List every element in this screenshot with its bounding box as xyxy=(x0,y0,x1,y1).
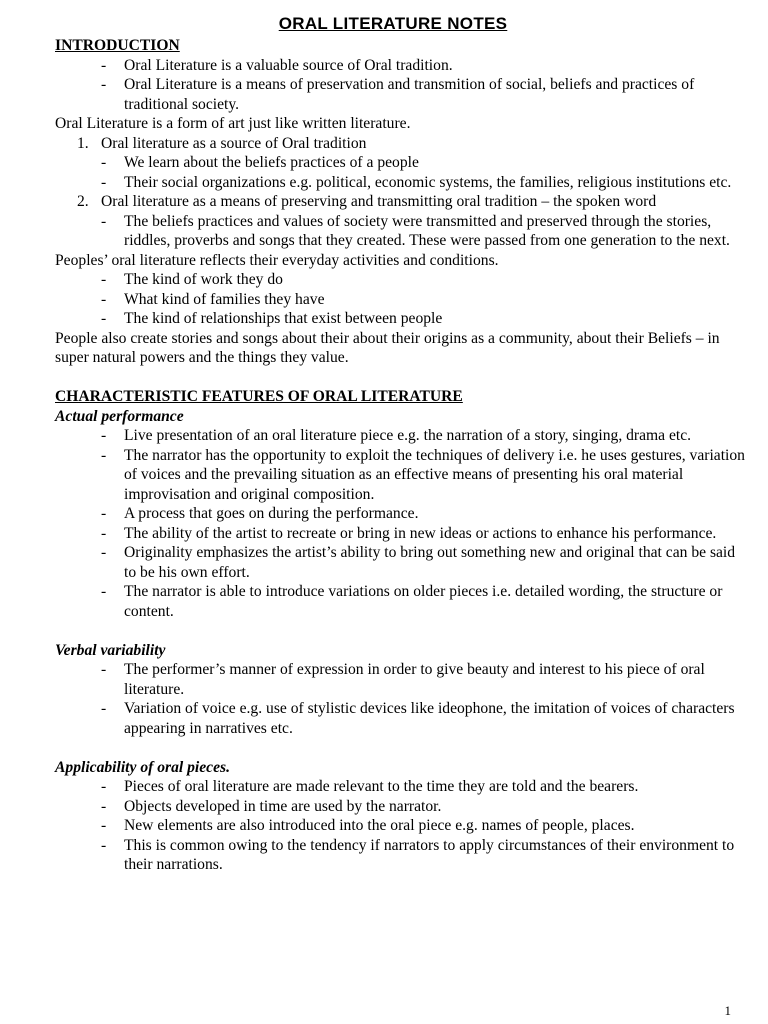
dash-marker: - xyxy=(101,797,107,815)
bullet-item xyxy=(55,426,745,446)
section-heading-features: CHARACTERISTIC FEATURES OF ORAL LITERATURE xyxy=(55,388,463,405)
section-heading-introduction: INTRODUCTION xyxy=(55,37,180,54)
subheading-verbal-variability: Verbal variability xyxy=(55,641,166,659)
bullet-text: Variation of voice e.g. use of stylistic devices like ideophone, the imitation of voices of characters appearing in narratives etc. xyxy=(124,700,735,737)
dash-marker: - xyxy=(101,154,107,171)
dash-marker: - xyxy=(101,505,107,522)
bullet-item xyxy=(55,836,745,875)
bullet-item xyxy=(55,56,745,76)
subheading-applicability: Applicability of oral pieces. xyxy=(55,758,230,776)
bullet-item xyxy=(55,446,745,505)
bullet-item xyxy=(55,816,745,836)
dash-marker: - xyxy=(101,271,107,288)
bullet-item xyxy=(55,212,745,251)
bullet-item xyxy=(55,797,745,817)
spacer xyxy=(55,738,745,758)
bullet-text: New elements are also introduced into the oral piece e.g. names of people, places. xyxy=(124,817,635,834)
dash-marker: - xyxy=(101,212,107,230)
paragraph: Oral Literature is a form of art just like written literature. xyxy=(55,115,411,132)
numbered-item xyxy=(55,192,745,212)
dash-marker: - xyxy=(101,56,107,74)
dash-marker: - xyxy=(101,544,107,561)
bullet-text: This is common owing to the tendency if narrators to apply circumstances of their environment to their narrations. xyxy=(124,836,735,873)
dash-marker: - xyxy=(101,310,107,327)
bullet-text: The ability of the artist to recreate or bring in new ideas or actions to enhance his performance. xyxy=(124,524,717,542)
dash-marker: - xyxy=(101,583,107,600)
bullet-item xyxy=(55,173,745,193)
dash-marker: - xyxy=(101,173,107,191)
spacer xyxy=(55,621,745,641)
dash-marker: - xyxy=(101,661,107,678)
bullet-item xyxy=(55,153,745,173)
bullet-text: The kind of relationships that exist between people xyxy=(124,310,443,327)
bullet-text: A process that goes on during the performance. xyxy=(124,505,419,522)
dash-marker: - xyxy=(101,817,107,834)
dash-marker: - xyxy=(101,446,107,464)
bullet-item xyxy=(55,75,745,114)
bullet-text: Oral Literature is a means of preservation and transmition of social, beliefs and practices of traditional society. xyxy=(124,76,695,113)
bullet-text: The beliefs practices and values of society were transmitted and preserved through the stories, riddles, proverbs and songs that they created. These were passed from one generation to the next. xyxy=(124,212,730,249)
spacer xyxy=(55,368,745,388)
bullet-text: Originality emphasizes the artist’s ability to bring out something new and original that can be said to be his own effort. xyxy=(124,544,736,581)
paragraph: Peoples’ oral literature reflects their everyday activities and conditions. xyxy=(55,251,499,269)
bullet-text: Objects developed in time are used by the narrator. xyxy=(124,797,442,815)
dash-marker: - xyxy=(101,290,107,308)
bullet-item xyxy=(55,270,745,290)
number-marker: 2. xyxy=(77,193,89,210)
bullet-item xyxy=(55,504,745,524)
bullet-item xyxy=(55,660,745,699)
bullet-item xyxy=(55,582,745,621)
numbered-text: Oral literature as a source of Oral tradition xyxy=(101,134,367,152)
bullet-item xyxy=(55,777,745,797)
paragraph: People also create stories and songs about their about their origins as a community, about their Beliefs – in super natural powers and the things they value. xyxy=(55,329,720,366)
bullet-item xyxy=(55,543,745,582)
bullet-text: Pieces of oral literature are made relevant to the time they are told and the bearers. xyxy=(124,778,639,795)
bullet-text: What kind of families they have xyxy=(124,290,325,308)
bullet-text: Their social organizations e.g. political, economic systems, the families, religious institutions etc. xyxy=(124,173,732,191)
bullet-item xyxy=(55,309,745,329)
bullet-text: The narrator has the opportunity to exploit the techniques of delivery i.e. he uses gestures, variation of voices and the prevailing situation as an effective means of presenting his oral material improvisation and original composition. xyxy=(124,446,745,503)
document-body xyxy=(55,36,745,875)
bullet-text: The performer’s manner of expression in order to give beauty and interest to his piece of oral literature. xyxy=(124,661,705,698)
bullet-text: We learn about the beliefs practices of a people xyxy=(124,154,419,171)
bullet-text: Oral Literature is a valuable source of Oral tradition. xyxy=(124,56,453,74)
page-title: ORAL LITERATURE NOTES xyxy=(278,14,508,33)
numbered-text: Oral literature as a means of preserving and transmitting oral tradition – the spoken word xyxy=(101,193,657,210)
dash-marker: - xyxy=(101,778,107,795)
bullet-item xyxy=(55,290,745,310)
dash-marker: - xyxy=(101,76,107,93)
bullet-item xyxy=(55,699,745,738)
dash-marker: - xyxy=(101,836,107,854)
dash-marker: - xyxy=(101,427,107,444)
number-marker: 1. xyxy=(77,134,89,152)
numbered-item xyxy=(55,134,745,154)
page-number: 1 xyxy=(724,1003,731,1018)
dash-marker: - xyxy=(101,524,107,542)
bullet-text: Live presentation of an oral literature piece e.g. the narration of a story, singing, drama etc. xyxy=(124,427,692,444)
bullet-text: The narrator is able to introduce variations on older pieces i.e. detailed wording, the structure or content. xyxy=(124,583,723,620)
bullet-item xyxy=(55,524,745,544)
subheading-actual-performance: Actual performance xyxy=(55,407,184,425)
bullet-text: The kind of work they do xyxy=(124,271,283,288)
dash-marker: - xyxy=(101,700,107,717)
